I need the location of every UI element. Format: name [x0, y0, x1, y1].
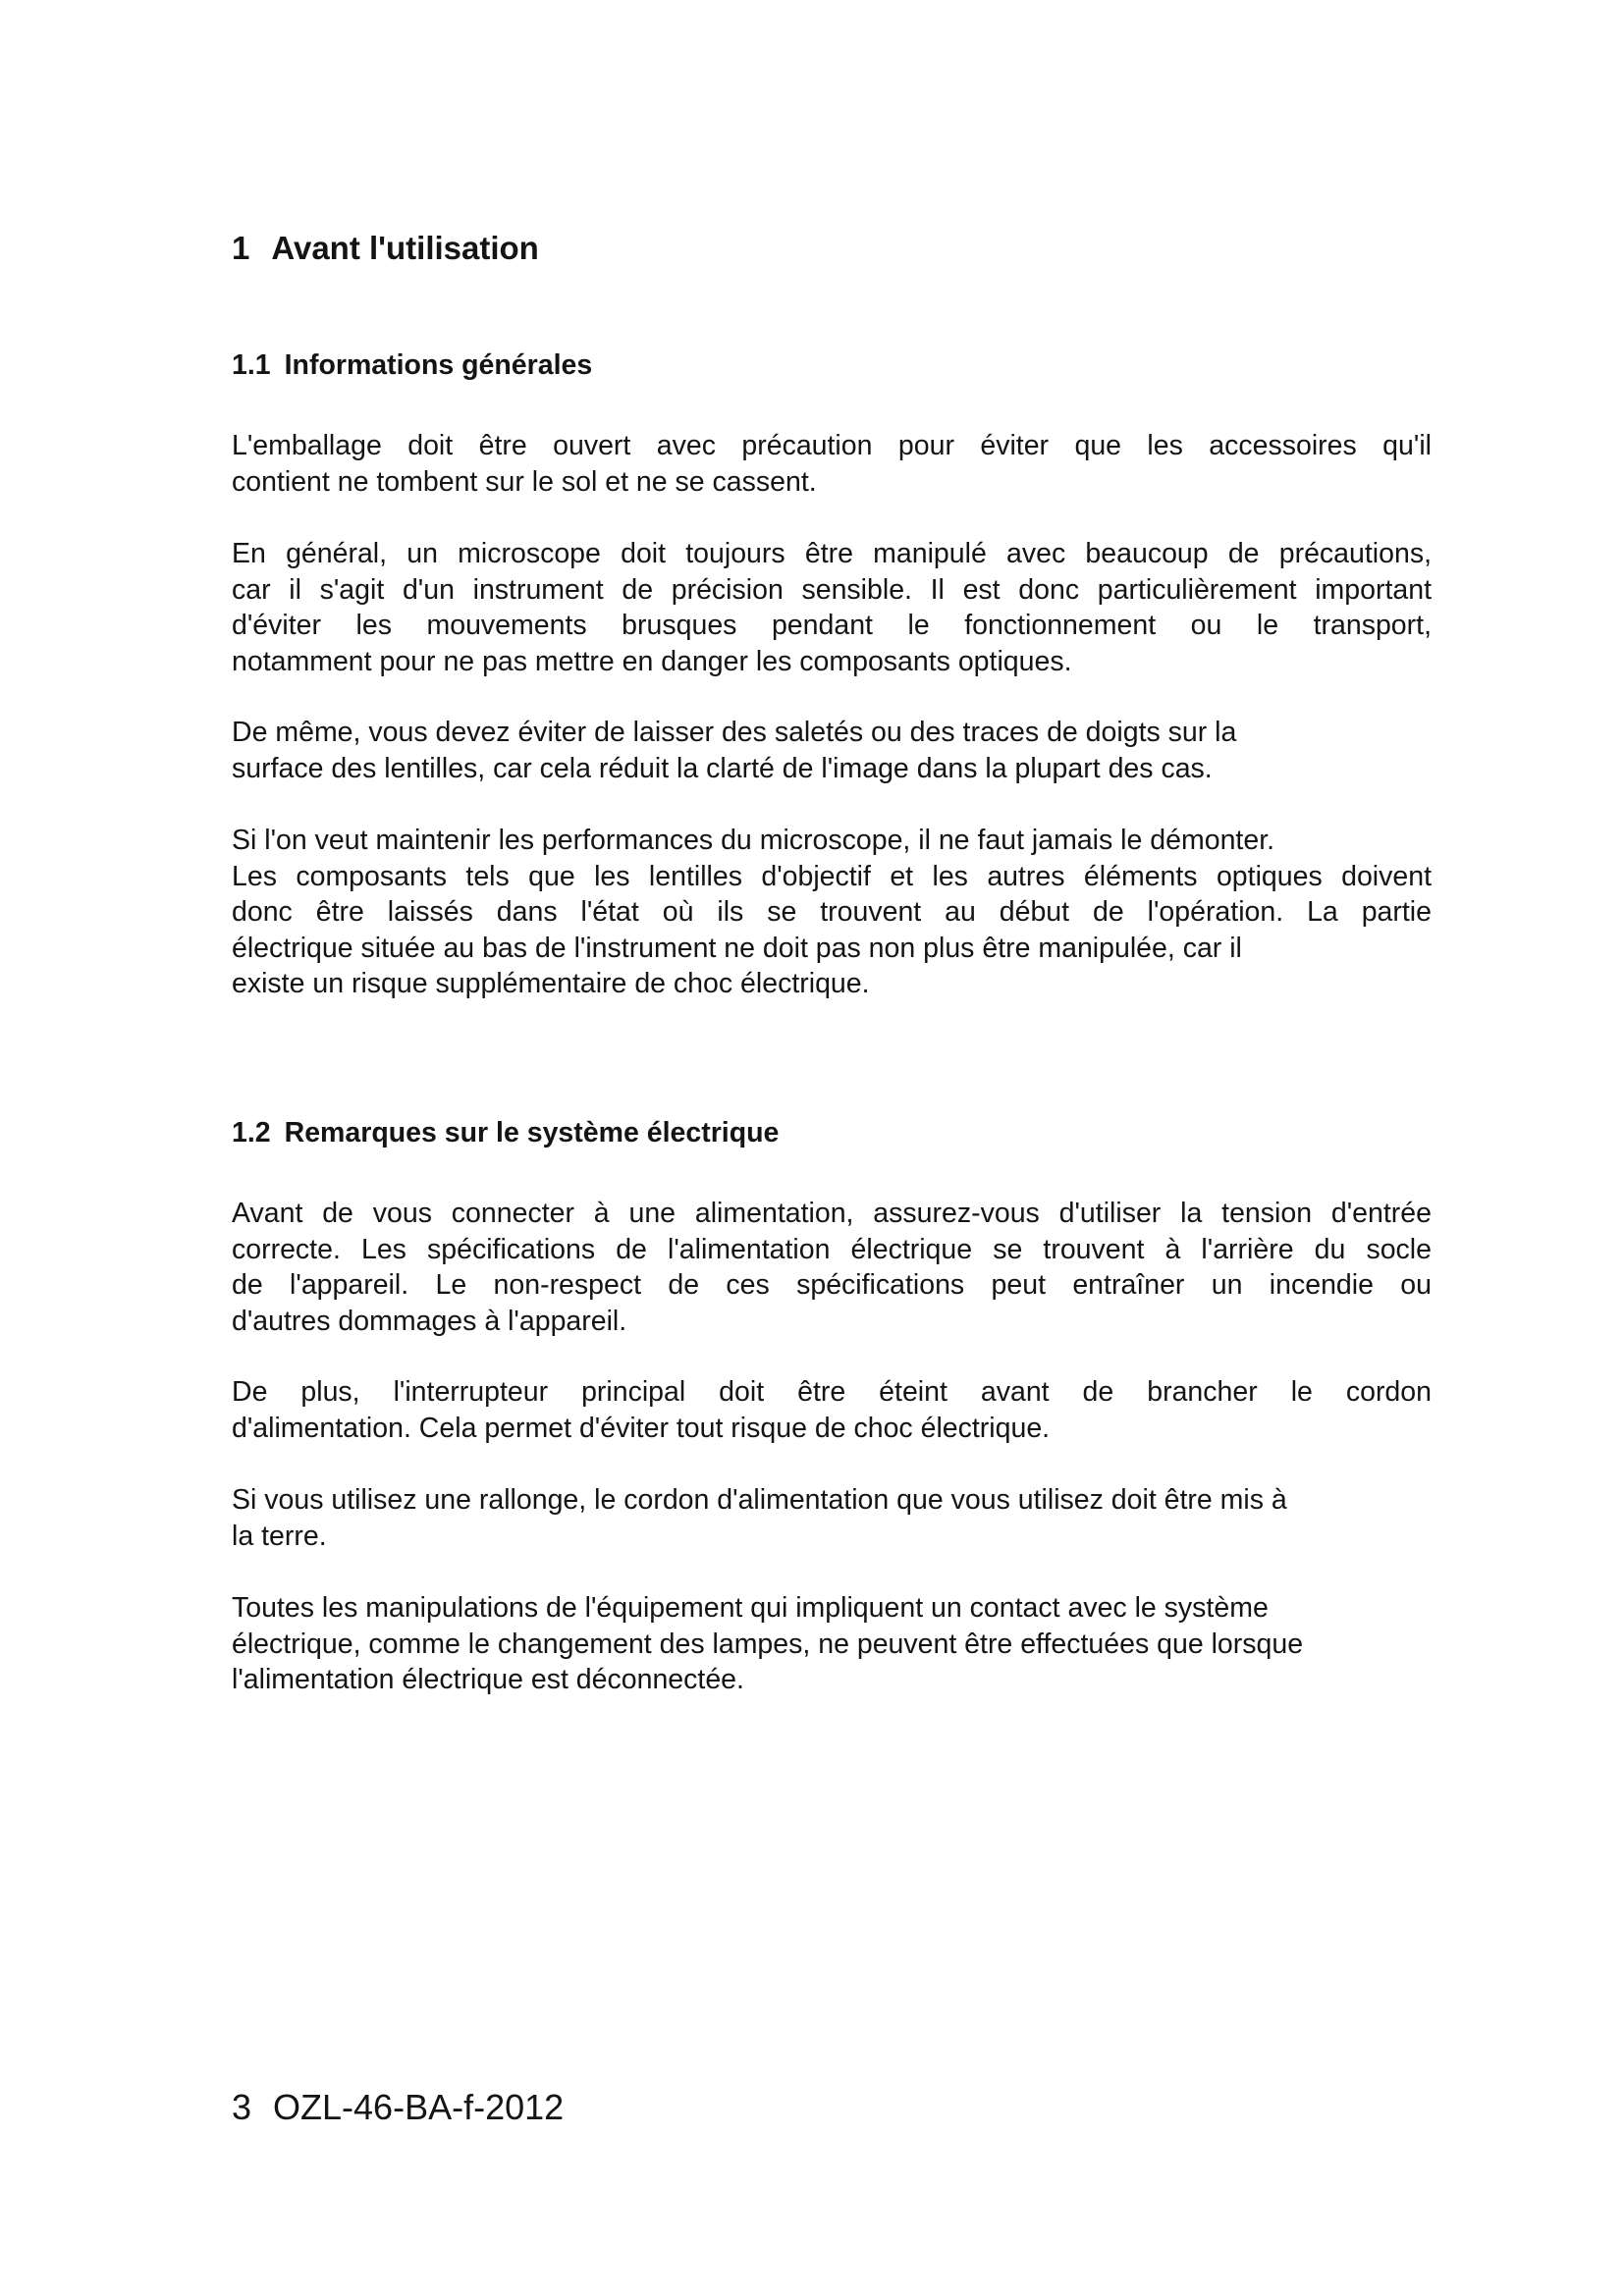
text-line: électrique située au bas de l'instrument ne doit pas non plus être manipulée, car il [232, 932, 1242, 964]
section-heading-general-info [232, 349, 592, 382]
paragraph-input-voltage [232, 1196, 1432, 1339]
section-title: Informations générales [284, 349, 593, 381]
chapter-number: 1 [232, 230, 250, 266]
text-line: car il s'agit d'un instrument de précision sensible. Il est donc particulièrement important [232, 573, 1432, 606]
text-line: donc être laissés dans l'état où ils se trouvent au début de l'opération. La partie [232, 896, 1432, 928]
text-line: existe un risque supplémentaire de choc électrique. [232, 968, 870, 999]
paragraph-main-switch [232, 1374, 1432, 1446]
text-line: Avant de vous connecter à une alimentation, assurez-vous d'utiliser la tension d'entrée [232, 1198, 1432, 1229]
text-line: contient ne tombent sur le sol et ne se cassent. [232, 465, 817, 498]
text-line: Si vous utilisez une rallonge, le cordon d'alimentation que vous utilisez doit être mis à [232, 1484, 1287, 1516]
paragraph-handling [232, 536, 1432, 679]
paragraph-extension-cord [232, 1482, 1432, 1554]
text-line: Toutes les manipulations de l'équipement qui impliquent un contact avec le système [232, 1592, 1269, 1624]
text-line: d'alimentation. Cela permet d'éviter tout risque de choc électrique. [232, 1412, 1051, 1444]
text-line: d'autres dommages à l'appareil. [232, 1305, 627, 1337]
text-line: notamment pour ne pas mettre en danger les composants optiques. [232, 645, 1072, 677]
text-line: électrique, comme le changement des lampes, ne peuvent être effectuées que lorsque [232, 1628, 1304, 1660]
text-line: Si l'on veut maintenir les performances du microscope, il ne faut jamais le démonter. [232, 825, 1275, 856]
chapter-title: Avant l'utilisation [271, 230, 539, 266]
text-line: de l'appareil. Le non-respect de ces spécifications peut entraîner un incendie ou [232, 1269, 1432, 1301]
section-number: 1.2 [232, 1117, 271, 1148]
text-line: De plus, l'interrupteur principal doit être éteint avant de brancher le cordon [232, 1376, 1432, 1408]
text-line: En général, un microscope doit toujours être manipulé avec beaucoup de précautions, [232, 538, 1432, 569]
text-line: l'alimentation électrique est déconnectée. [232, 1664, 744, 1695]
text-line: De même, vous devez éviter de laisser des saletés ou des traces de doigts sur la [232, 717, 1237, 748]
text-line: correcte. Les spécifications de l'alimentation électrique se trouvent à l'arrière du socle [232, 1233, 1432, 1265]
section-title: Remarques sur le système électrique [284, 1117, 780, 1148]
text-line: d'éviter les mouvements brusques pendant le fonctionnement ou le transport, [232, 610, 1432, 641]
page-footer [232, 2087, 564, 2128]
section-number: 1.1 [232, 349, 271, 381]
paragraph-lens-cleanliness [232, 715, 1432, 786]
text-line: surface des lentilles, car cela réduit la clarté de l'image dans la plupart des cas. [232, 752, 1213, 784]
chapter-heading [232, 230, 539, 267]
section-heading-electrical [232, 1117, 779, 1149]
page-number: 3 [232, 2087, 252, 2127]
text-line: la terre. [232, 1520, 327, 1552]
paragraph-disassembly [232, 823, 1432, 1002]
paragraph-lamp-change [232, 1590, 1432, 1698]
paragraph-packaging [232, 428, 1432, 500]
text-line: Les composants tels que les lentilles d'objectif et les autres éléments optiques doivent [232, 860, 1432, 892]
text-line: L'emballage doit être ouvert avec précaution pour éviter que les accessoires qu'il [232, 430, 1432, 461]
document-code: OZL-46-BA-f-2012 [273, 2087, 565, 2127]
